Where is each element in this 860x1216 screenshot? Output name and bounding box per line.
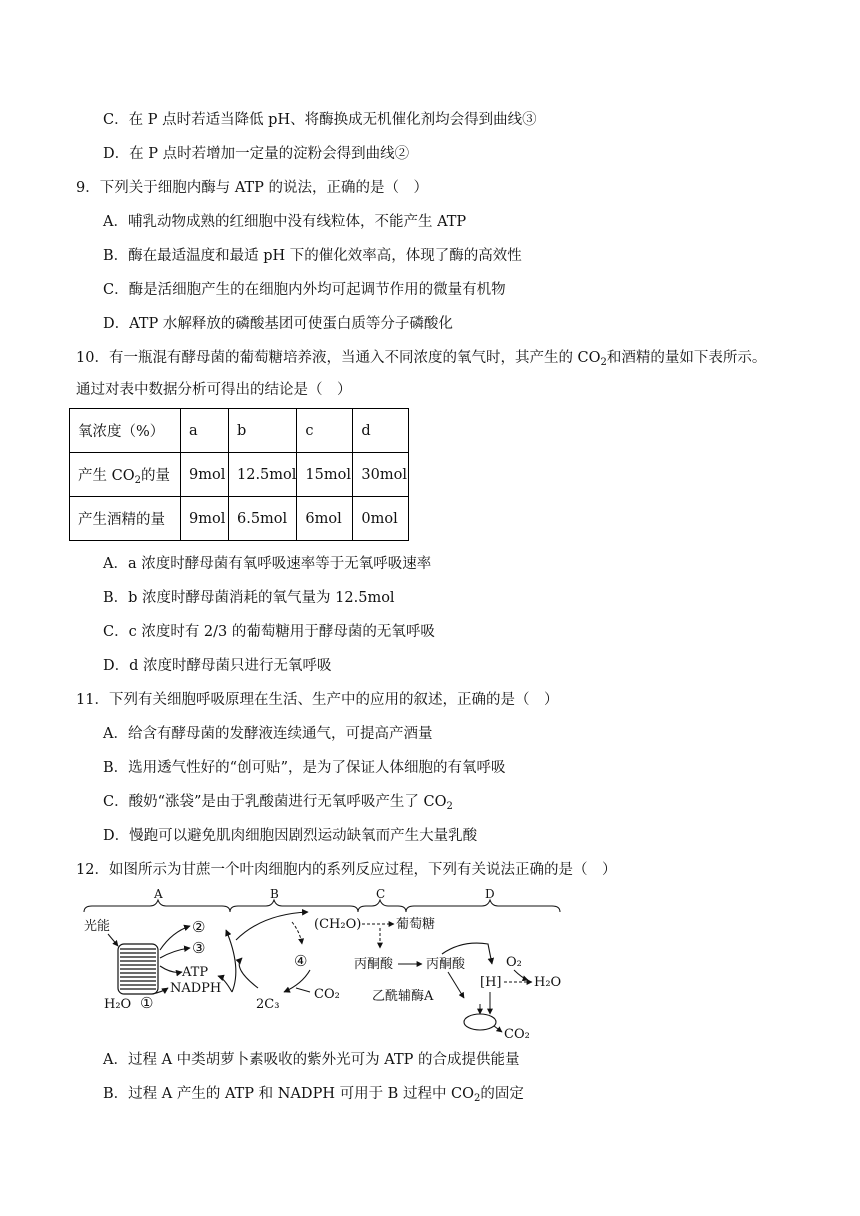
q11-option-b: B．选用透气性好的“创可贴”，是为了保证人体细胞的有氧呼吸 <box>103 760 506 776</box>
stage-b-label: B <box>270 888 279 901</box>
q11-stem: 11．下列有关细胞呼吸原理在生活、生产中的应用的叙述，正确的是（ ） <box>76 692 559 708</box>
q10-option-c: C．c 浓度时有 2/3 的葡萄糖用于酵母菌的无氧呼吸 <box>103 624 435 640</box>
table-cell: 30mol <box>353 453 409 497</box>
water-right-label: H₂O <box>534 975 562 990</box>
atp-label: ATP <box>182 965 209 980</box>
q11-option-a: A．给含有酵母菌的发酵液连续通气，可提高产酒量 <box>103 726 433 742</box>
q10-option-d: D．d 浓度时酵母菌只进行无氧呼吸 <box>103 658 332 674</box>
q9-option-d: D．ATP 水解释放的磷酸基团可使蛋白质等分子磷酸化 <box>103 316 453 332</box>
q11-option-d: D．慢跑可以避免肌肉细胞因剧烈运动缺氧而产生大量乳酸 <box>103 828 478 844</box>
table-row-header <box>70 409 409 453</box>
oxygen-label: O₂ <box>506 955 522 970</box>
light-energy-label: 光能 <box>84 919 111 934</box>
glucose-label: 葡萄糖 <box>396 917 436 932</box>
label-2: ② <box>192 918 206 936</box>
q9-option-c: C．酶是活细胞产生的在细胞内外均可起调节作用的微量有机物 <box>103 282 506 298</box>
pyruvate-label-1: 丙酮酸 <box>354 957 394 972</box>
water-left-label: H₂O <box>104 997 132 1012</box>
label-3: ③ <box>192 939 206 957</box>
q10-option-a: A．a 浓度时酵母菌有氧呼吸速率等于无氧呼吸速率 <box>103 556 432 572</box>
photosynthesis-respiration-diagram <box>82 888 572 1048</box>
thylakoid-stack-icon <box>118 944 158 994</box>
table-cell: 12.5mol <box>229 453 297 497</box>
table-cell: 6mol <box>297 497 353 541</box>
nadph-label: NADPH <box>170 981 222 996</box>
q8-option-c: C．在 P 点时若适当降低 pH、将酶换成无机催化剂均会得到曲线③ <box>103 112 537 128</box>
acetyl-coa-label: 乙酰辅酶A <box>372 989 434 1004</box>
table-cell: 15mol <box>297 453 353 497</box>
q9-stem: 9．下列关于细胞内酶与 ATP 的说法，正确的是（ ） <box>76 180 429 196</box>
table-row-co2 <box>70 453 409 497</box>
table-cell: 0mol <box>353 497 409 541</box>
label-4: ④ <box>294 952 308 970</box>
co2-b-label: CO₂ <box>314 987 340 1002</box>
q10-stem: 10．有一瓶混有酵母菌的葡萄糖培养液，当通入不同浓度的氧气时，其产生的 $CO_2$和酒精的量如下表所示。 <box>76 350 767 368</box>
stage-c-label: C <box>376 888 386 901</box>
table-cell: d <box>353 409 409 453</box>
stage-braces <box>84 900 560 912</box>
oxygen-table <box>69 408 409 541</box>
q12-option-a: A．过程 A 中类胡萝卜素吸收的紫外光可为 ATP 的合成提供能量 <box>103 1052 520 1068</box>
table-cell: c <box>297 409 353 453</box>
table-cell: 氧浓度（%） <box>70 409 181 453</box>
co2-d-label: CO₂ <box>504 1027 530 1042</box>
stage-a-label: A <box>154 888 163 901</box>
label-1: ① <box>140 994 154 1012</box>
table-cell: b <box>229 409 297 453</box>
c3-label: 2C₃ <box>256 997 280 1012</box>
table-cell: a <box>181 409 229 453</box>
q10-stem-line2: 通过对表中数据分析可得出的结论是（ ） <box>76 382 352 398</box>
ch2o-label: (CH₂O) <box>314 917 362 932</box>
q9-option-a: A．哺乳动物成熟的红细胞中没有线粒体，不能产生 ATP <box>103 214 467 230</box>
q9-option-b: B．酶在最适温度和最适 pH 下的催化效率高，体现了酶的高效性 <box>103 248 522 264</box>
table-cell: 6.5mol <box>229 497 297 541</box>
q10-option-b: B．b 浓度时酵母菌消耗的氧气量为 12.5mol <box>103 590 395 606</box>
q11-option-c: C．酸奶“涨袋”是由于乳酸菌进行无氧呼吸产生了 $CO_2$ <box>103 794 453 812</box>
stage-d-label: D <box>485 888 495 901</box>
table-cell-label: 产生 $CO_2$的量 <box>70 453 181 497</box>
table-cell: 9mol <box>181 497 229 541</box>
table-row-alcohol <box>70 497 409 541</box>
table-cell-label: 产生酒精的量 <box>70 497 181 541</box>
table-cell: 9mol <box>181 453 229 497</box>
citric-acid-cycle <box>464 992 502 1032</box>
nadh-label: [H] <box>480 975 502 990</box>
pyruvate-label-2: 丙酮酸 <box>426 957 466 972</box>
q8-option-d: D．在 P 点时若增加一定量的淀粉会得到曲线② <box>103 146 410 162</box>
q12-stem: 12．如图所示为甘蔗一个叶肉细胞内的系列反应过程，下列有关说法正确的是（ ） <box>76 862 617 878</box>
q12-option-b: B．过程 A 产生的 ATP 和 NADPH 可用于 B 过程中 $CO_2$的固定 <box>103 1086 524 1104</box>
